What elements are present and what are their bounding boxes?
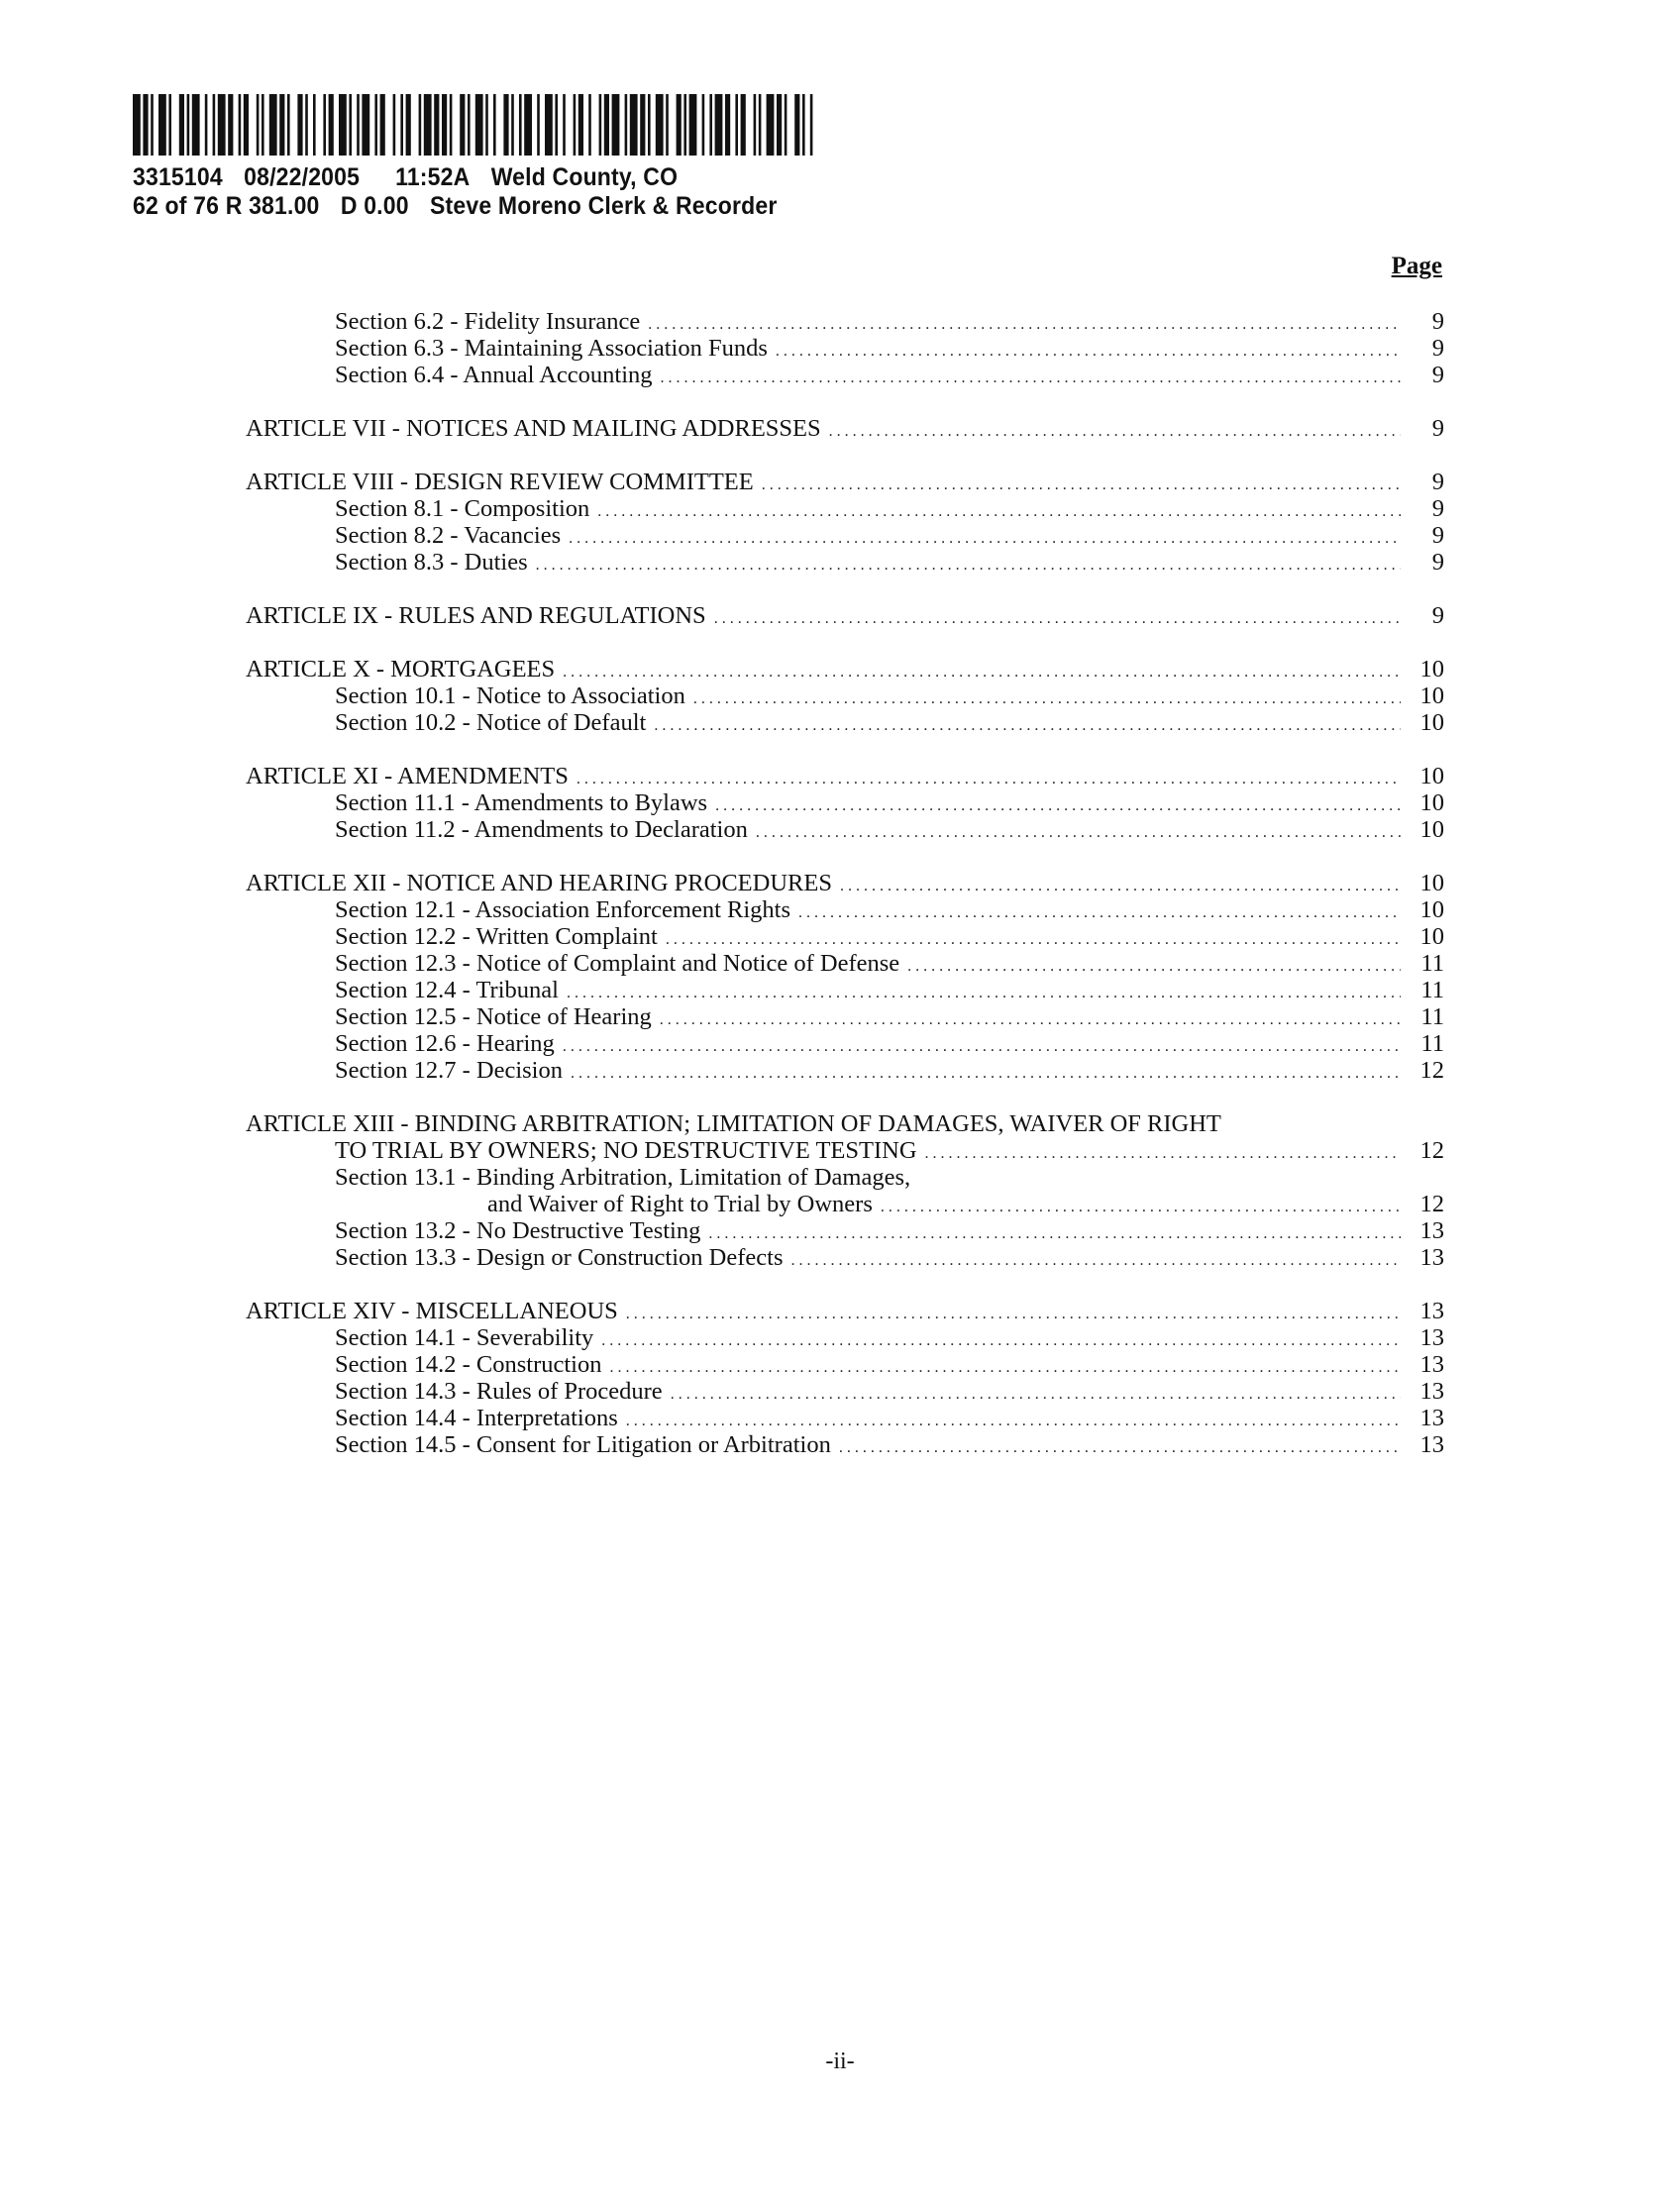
dot-leader [925,1137,1401,1167]
toc-entry-label: Section 12.7 - Decision [335,1057,563,1084]
toc-page-number: 9 [1431,522,1444,549]
dot-leader [839,1431,1401,1461]
dot-leader [762,469,1401,498]
dot-leader [776,335,1401,365]
toc-entry-label: Section 14.2 - Construction [335,1351,602,1378]
toc-section-entry [246,1003,1444,1030]
toc-group [246,763,1444,843]
dot-leader [840,870,1401,899]
barcode-icon [133,94,816,156]
toc-page-number: 13 [1419,1217,1444,1244]
dot-leader [790,1244,1401,1274]
toc-entry-label: Section 6.3 - Maintaining Association Funds [335,335,768,362]
dot-leader [601,1324,1401,1354]
toc-article-entry [246,763,1444,789]
toc-page-number: 10 [1419,896,1444,923]
toc-section-entry [246,1244,1444,1271]
toc-group [246,656,1444,736]
doc-number: 3315104 [133,163,223,191]
toc-page-number: 13 [1419,1351,1444,1378]
toc-section-entry [246,522,1444,549]
toc-page-number: 9 [1431,602,1444,629]
dot-leader [567,977,1401,1006]
toc-page-number: 10 [1419,763,1444,789]
toc-entry-label: Section 10.1 - Notice to Association [335,682,685,709]
toc-section-entry [246,1137,1444,1164]
dot-leader [563,656,1401,685]
dot-leader [693,682,1401,712]
toc-entry-label: Section 6.2 - Fidelity Insurance [335,308,641,335]
toc-section-entry [246,682,1444,709]
toc-page-number: 11 [1420,1003,1444,1030]
toc-entry-label: Section 12.2 - Written Complaint [335,923,658,950]
toc-entry-label: Section 6.4 - Annual Accounting [335,362,653,388]
toc-article-entry [246,1298,1444,1324]
toc-section-entry [246,896,1444,923]
county: Weld County, CO [490,163,679,191]
toc-section-entry [246,362,1444,388]
page-column-heading: Page [1391,253,1442,279]
toc-section-entry [246,789,1444,816]
dot-leader [563,1030,1401,1060]
toc-page-number: 9 [1431,335,1444,362]
dot-leader [536,549,1401,578]
page-info: 62 of 76 R 381.00 [133,192,320,220]
toc-page-number: 9 [1431,362,1444,388]
dot-leader [660,1003,1401,1033]
toc-section-entry [246,1351,1444,1378]
toc-page-number: 9 [1431,549,1444,576]
stamp-line-1 [133,163,771,192]
toc-section-entry [246,950,1444,977]
toc-page-number: 11 [1420,977,1444,1003]
dot-leader [626,1298,1401,1327]
toc-section-entry [246,923,1444,950]
toc-entry-label: Section 14.3 - Rules of Procedure [335,1378,663,1405]
toc-entry-label: Section 12.3 - Notice of Complaint and Notice of Defense [335,950,900,977]
toc-page-number: 9 [1431,308,1444,335]
recording-stamp [133,94,826,221]
toc-page-number: 13 [1419,1378,1444,1405]
toc-section-entry [246,1378,1444,1405]
toc-page-number: 13 [1419,1405,1444,1431]
dot-leader [577,763,1401,792]
page-number-footer: -ii- [825,2048,855,2074]
toc-page-number: 11 [1420,1030,1444,1057]
toc-page-number: 10 [1419,682,1444,709]
toc-entry-label: ARTICLE VIII - DESIGN REVIEW COMMITTEE [246,469,754,495]
toc-section-entry [246,1164,1444,1191]
dot-leader [671,1378,1401,1408]
toc-entry-label: Section 12.5 - Notice of Hearing [335,1003,652,1030]
toc-entry-label: Section 13.3 - Design or Construction Defects [335,1244,784,1271]
dot-leader [661,362,1402,391]
toc-page-number: 11 [1420,950,1444,977]
toc-group [246,415,1444,442]
toc-page-number: 9 [1431,415,1444,442]
dot-leader [715,789,1401,819]
toc-page-number: 10 [1419,789,1444,816]
toc-entry-label: Section 13.2 - No Destructive Testing [335,1217,701,1244]
toc-page-number: 9 [1431,495,1444,522]
toc-section-entry [246,335,1444,362]
toc-group [246,870,1444,1084]
toc-entry-label: ARTICLE VII - NOTICES AND MAILING ADDRESSES [246,415,821,442]
toc-page-number: 10 [1419,656,1444,682]
toc-group [246,469,1444,576]
toc-page-number: 13 [1419,1244,1444,1271]
toc-section-entry [246,308,1444,335]
toc-page-number: 10 [1419,709,1444,736]
toc-article-entry [246,870,1444,896]
toc-entry-label: ARTICLE X - MORTGAGEES [246,656,556,682]
toc-page-number: 10 [1419,870,1444,896]
toc-group [246,1298,1444,1458]
toc-page-number: 10 [1419,923,1444,950]
toc-entry-label: Section 12.6 - Hearing [335,1030,555,1057]
toc-entry-label: Section 8.3 - Duties [335,549,528,576]
dot-leader [654,709,1401,739]
toc-section-entry [246,977,1444,1003]
toc-entry-label: Section 8.2 - Vacancies [335,522,562,549]
dot-leader [569,522,1401,552]
toc-entry-label: Section 10.2 - Notice of Default [335,709,647,736]
dot-leader [666,923,1401,953]
toc-section-entry [246,1431,1444,1458]
toc-section-entry [246,816,1444,843]
toc-entry-label: ARTICLE XII - NOTICE AND HEARING PROCEDURES [246,870,832,896]
dot-leader [714,602,1401,632]
toc-article-entry [246,415,1444,442]
toc-entry-label: Section 12.1 - Association Enforcement Rights [335,896,790,923]
toc-article-entry [246,602,1444,629]
toc-page-number: 9 [1431,469,1444,495]
dot-leader [648,308,1401,338]
dot-leader [626,1405,1401,1434]
dot-leader [798,896,1401,926]
dot-leader [609,1351,1401,1381]
toc-entry-label: ARTICLE IX - RULES AND REGULATIONS [246,602,706,629]
toc-group [246,1110,1444,1271]
toc-entry-label: ARTICLE XI - AMENDMENTS [246,763,569,789]
toc-section-entry [246,709,1444,736]
toc-section-entry [246,495,1444,522]
toc-section-entry [246,1217,1444,1244]
toc-section-entry [246,1030,1444,1057]
toc-article-entry [246,469,1444,495]
toc-entry-label: Section 11.1 - Amendments to Bylaws [335,789,708,816]
toc-page-number: 10 [1419,816,1444,843]
toc-entry-label: and Waiver of Right to Trial by Owners [487,1191,873,1217]
toc-article-entry [246,1110,1444,1137]
toc-entry-label: Section 14.4 - Interpretations [335,1405,618,1431]
toc-page-number: 13 [1419,1324,1444,1351]
dot-leader [756,816,1401,846]
toc-entry-label: ARTICLE XIII - BINDING ARBITRATION; LIMITATION OF DAMAGES, WAIVER OF RIGHT [246,1110,1221,1137]
record-time: 11:52A [395,163,471,191]
d-value: D 0.00 [340,192,409,220]
dot-leader [829,415,1401,445]
toc-section-entry [246,1405,1444,1431]
dot-leader [907,950,1401,980]
dot-leader [597,495,1401,525]
toc-section-entry [246,1057,1444,1084]
toc-page-number: 13 [1419,1298,1444,1324]
recorder: Steve Moreno Clerk & Recorder [430,192,778,220]
toc-group [246,308,1444,388]
toc-section-entry [246,549,1444,576]
toc-section-entry [246,1191,1444,1217]
dot-leader [708,1217,1401,1247]
toc-entry-label: ARTICLE XIV - MISCELLANEOUS [246,1298,618,1324]
dot-leader [881,1191,1401,1220]
toc-entry-label: Section 13.1 - Binding Arbitration, Limitation of Damages, [335,1164,911,1191]
toc-entry-label: Section 11.2 - Amendments to Declaration [335,816,748,843]
toc-entry-label: Section 14.5 - Consent for Litigation or Arbitration [335,1431,831,1458]
dot-leader [571,1057,1401,1087]
toc-page-number: 12 [1419,1057,1444,1084]
table-of-contents [246,308,1444,1485]
toc-entry-label: Section 14.1 - Severability [335,1324,594,1351]
record-date: 08/22/2005 [244,163,361,191]
toc-entry-label: Section 12.4 - Tribunal [335,977,559,1003]
toc-section-entry [246,1324,1444,1351]
toc-entry-label: Section 8.1 - Composition [335,495,590,522]
toc-article-entry [246,656,1444,682]
toc-page-number: 12 [1419,1137,1444,1164]
toc-group [246,602,1444,629]
toc-entry-label: TO TRIAL BY OWNERS; NO DESTRUCTIVE TESTING [335,1137,917,1164]
toc-page-number: 12 [1419,1191,1444,1217]
toc-page-number: 13 [1419,1431,1444,1458]
stamp-line-2 [133,192,778,221]
